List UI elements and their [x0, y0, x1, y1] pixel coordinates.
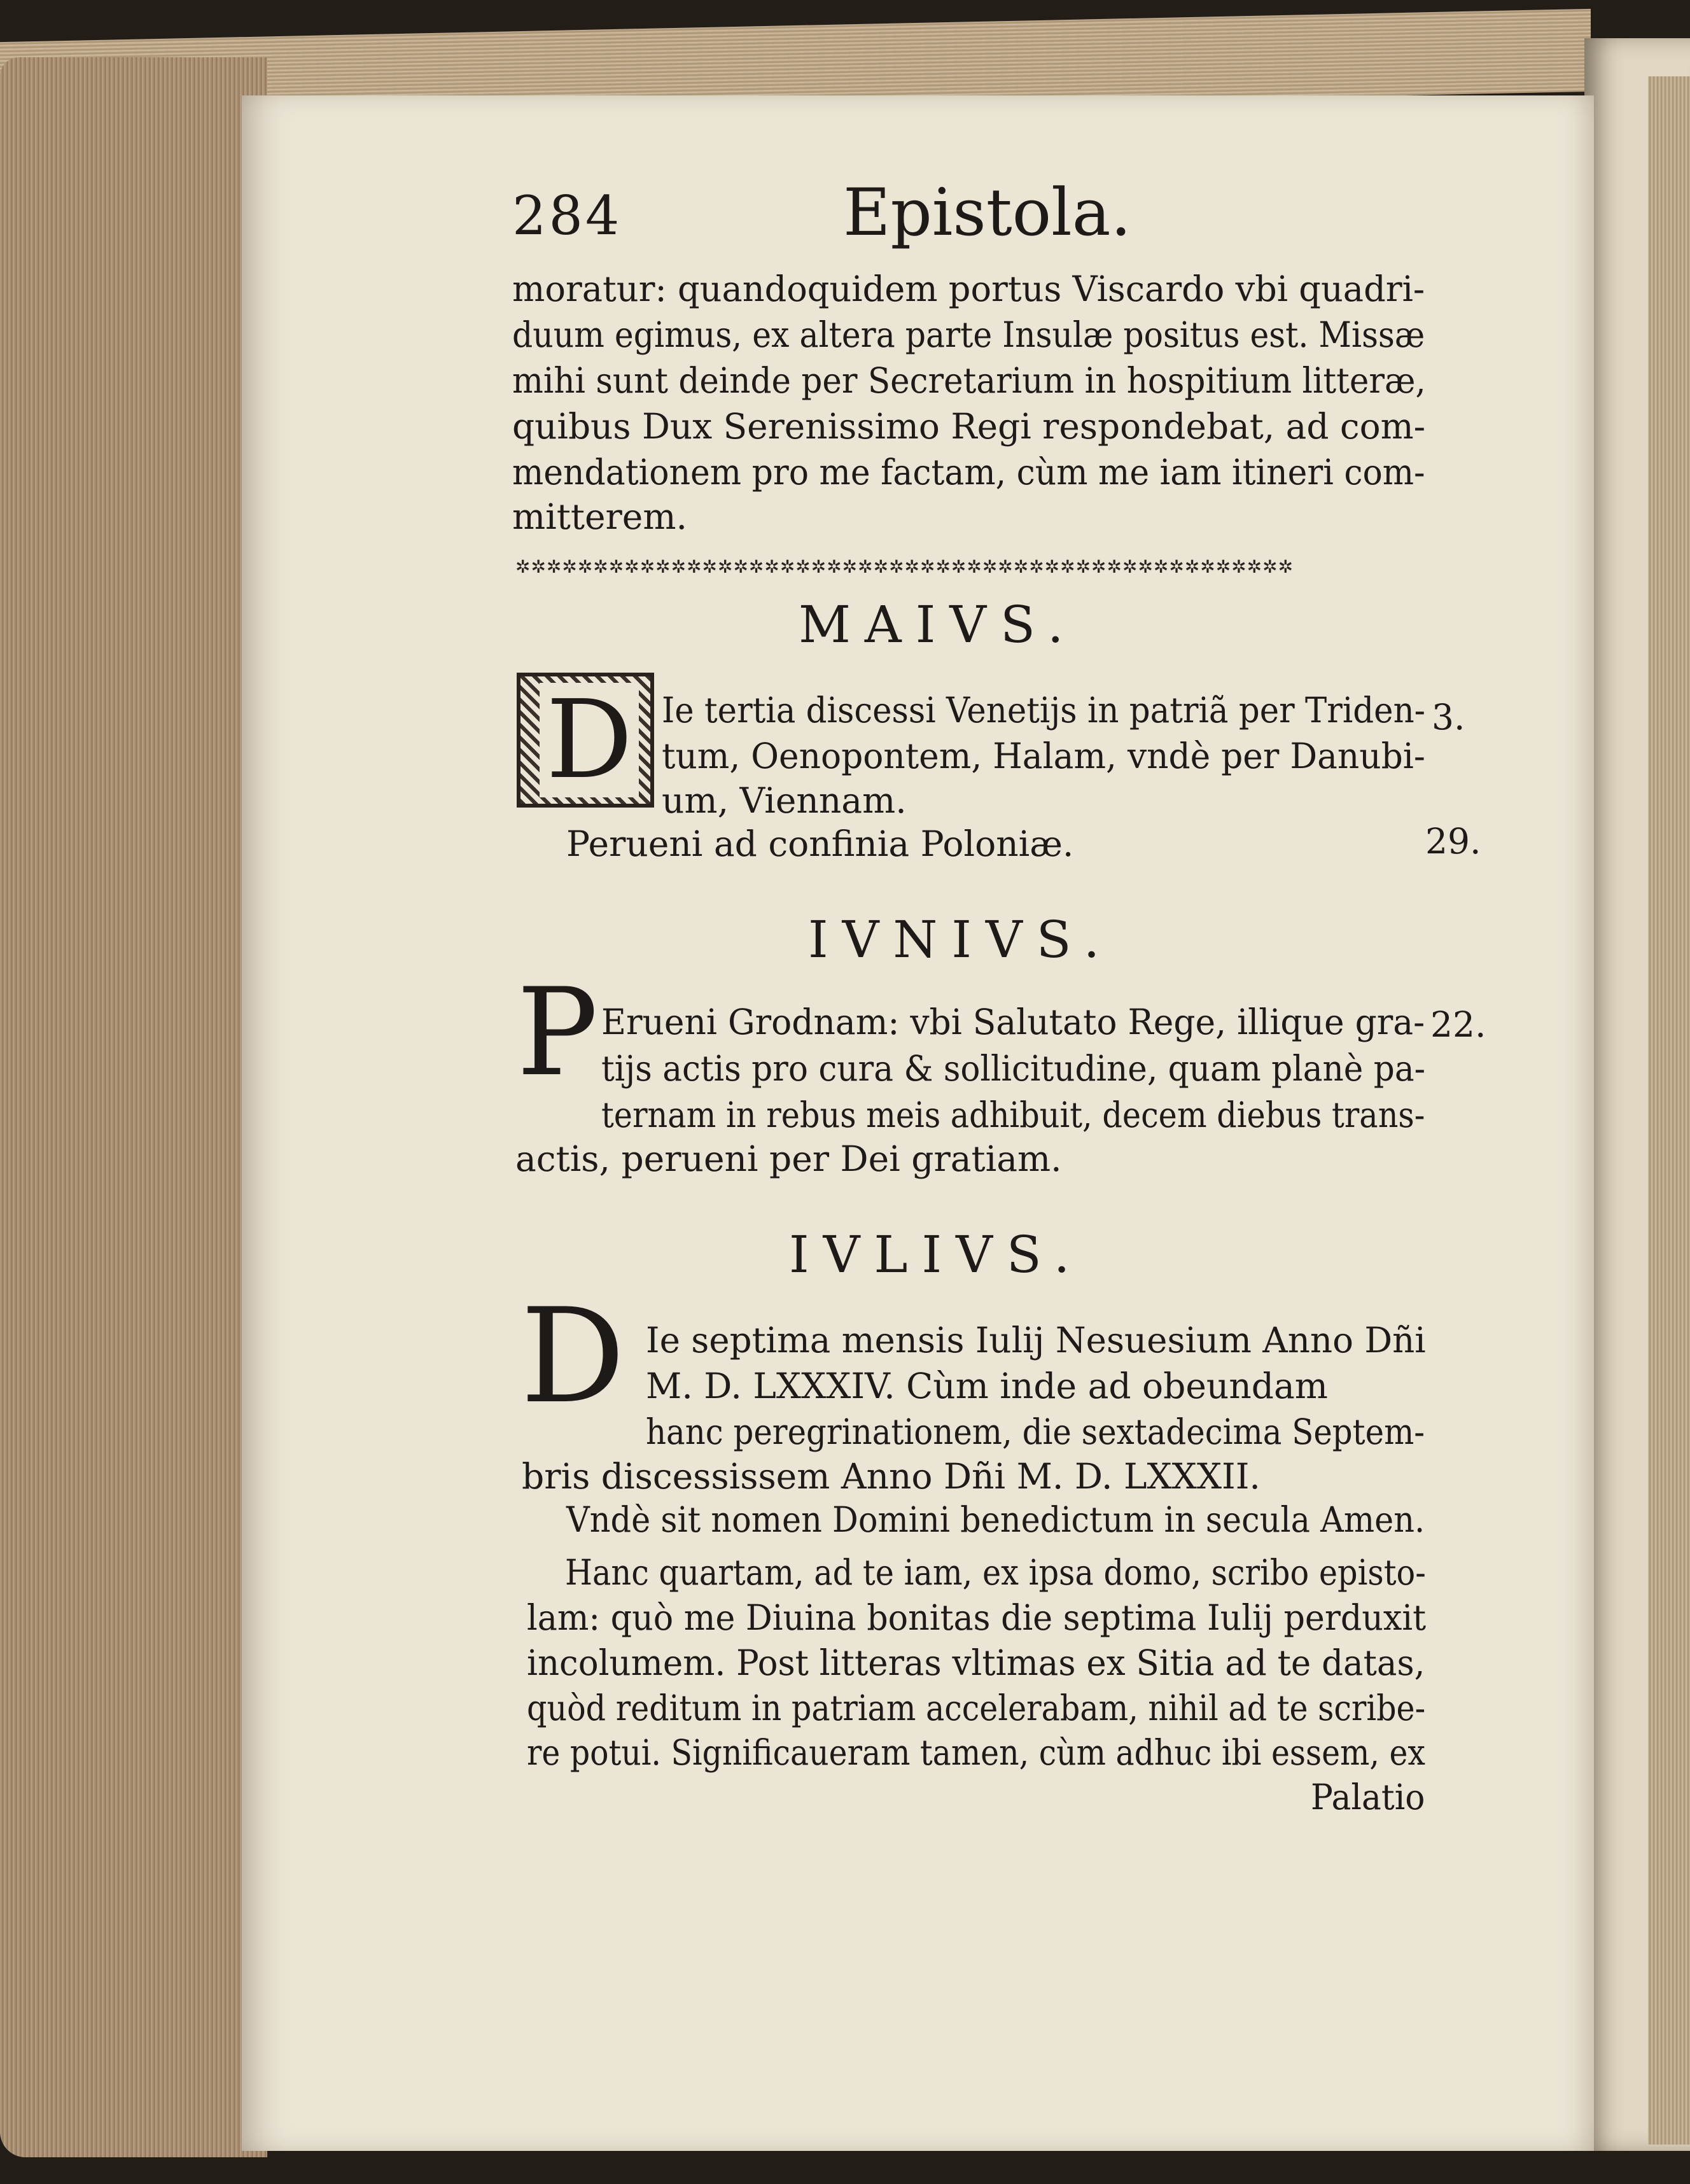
ornamental-initial — [517, 673, 654, 808]
text-line: duum egimus, ex altera parte Insulæ positus est. Missæ — [512, 314, 1425, 355]
text-line: hanc peregrinationem, die sextadecima Septem- — [646, 1411, 1425, 1452]
text-line: Ie tertia discessi Venetijs in patriã per Triden- — [662, 690, 1426, 731]
catchword: Palatio — [1311, 1777, 1425, 1817]
text-line: mendationem pro me factam, cùm me iam itineri com- — [512, 452, 1425, 493]
text-line: Vndè sit nomen Domini benedictum in secula Amen. — [566, 1499, 1425, 1540]
text-line: um, Viennam. — [662, 780, 907, 821]
text-line: mihi sunt deinde per Secretarium in hospitium litteræ, — [512, 360, 1426, 401]
margin-date: 3. — [1432, 697, 1465, 738]
book-fore-edge — [0, 57, 267, 2157]
section-heading-iunius: IVNIVS. — [808, 910, 1114, 969]
text-line: Hanc quartam, ad te iam, ex ipsa domo, scribo episto- — [565, 1552, 1426, 1593]
margin-date: 22. — [1430, 1004, 1486, 1045]
page-number: 284 — [512, 185, 622, 247]
text-line: re potui. Significaueram tamen, cùm adhuc ibi essem, ex — [527, 1732, 1425, 1773]
facing-page-edges — [1648, 76, 1690, 2145]
text-line: tum, Oenopontem, Halam, vndè per Danubi- — [662, 736, 1425, 776]
section-heading-iulius: IVLIVS. — [789, 1225, 1084, 1284]
text-line: actis, perueni per Dei gratiam. — [515, 1138, 1062, 1179]
text-line: quòd reditum in patriam accelerabam, nihil ad te scribe- — [527, 1688, 1426, 1728]
text-line: quibus Dux Serenissimo Regi respondebat, ad com- — [512, 406, 1426, 447]
text-line: incolumem. Post litteras vltimas ex Sitia ad te datas, — [527, 1642, 1425, 1683]
text-line: bris discessissem Anno Dñi M. D. LXXXII. — [522, 1456, 1261, 1497]
text-line: tijs actis pro cura & sollicitudine, quam planè pa- — [601, 1048, 1426, 1089]
text-line: ternam in rebus meis adhibuit, decem diebus trans- — [601, 1095, 1425, 1135]
margin-date: 29. — [1425, 821, 1481, 862]
text-line: lam: quò me Diuina bonitas die septima Iulij perduxit — [527, 1597, 1427, 1638]
text-line: M. D. LXXXIV. Cùm inde ad obeundam — [646, 1366, 1328, 1406]
text-line: moratur: quandoquidem portus Viscardo vbi quadri- — [512, 269, 1425, 309]
text-line: Erueni Grodnam: vbi Salutato Rege, illique gra- — [601, 1002, 1425, 1042]
running-title: Epistola. — [843, 175, 1131, 251]
ornamental-initial-letter: D — [540, 683, 639, 797]
text-line: Ie septima mensis Iulij Nesuesium Anno Dñi — [646, 1320, 1426, 1361]
text-line: Perueni ad confinia Poloniæ. — [566, 823, 1074, 864]
drop-cap: P — [517, 962, 598, 1103]
section-heading-maius: MAIVS. — [799, 595, 1078, 654]
text-line: mitterem. — [512, 496, 687, 537]
ornamental-rule: ✲✲✲✲✲✲✲✲✲✲✲✲✲✲✲✲✲✲✲✲✲✲✲✲✲✲✲✲✲✲✲✲✲✲✲✲✲✲✲✲✲✲✲✲✲✲✲✲✲✲ — [515, 557, 1294, 577]
drop-cap: D — [520, 1281, 625, 1432]
